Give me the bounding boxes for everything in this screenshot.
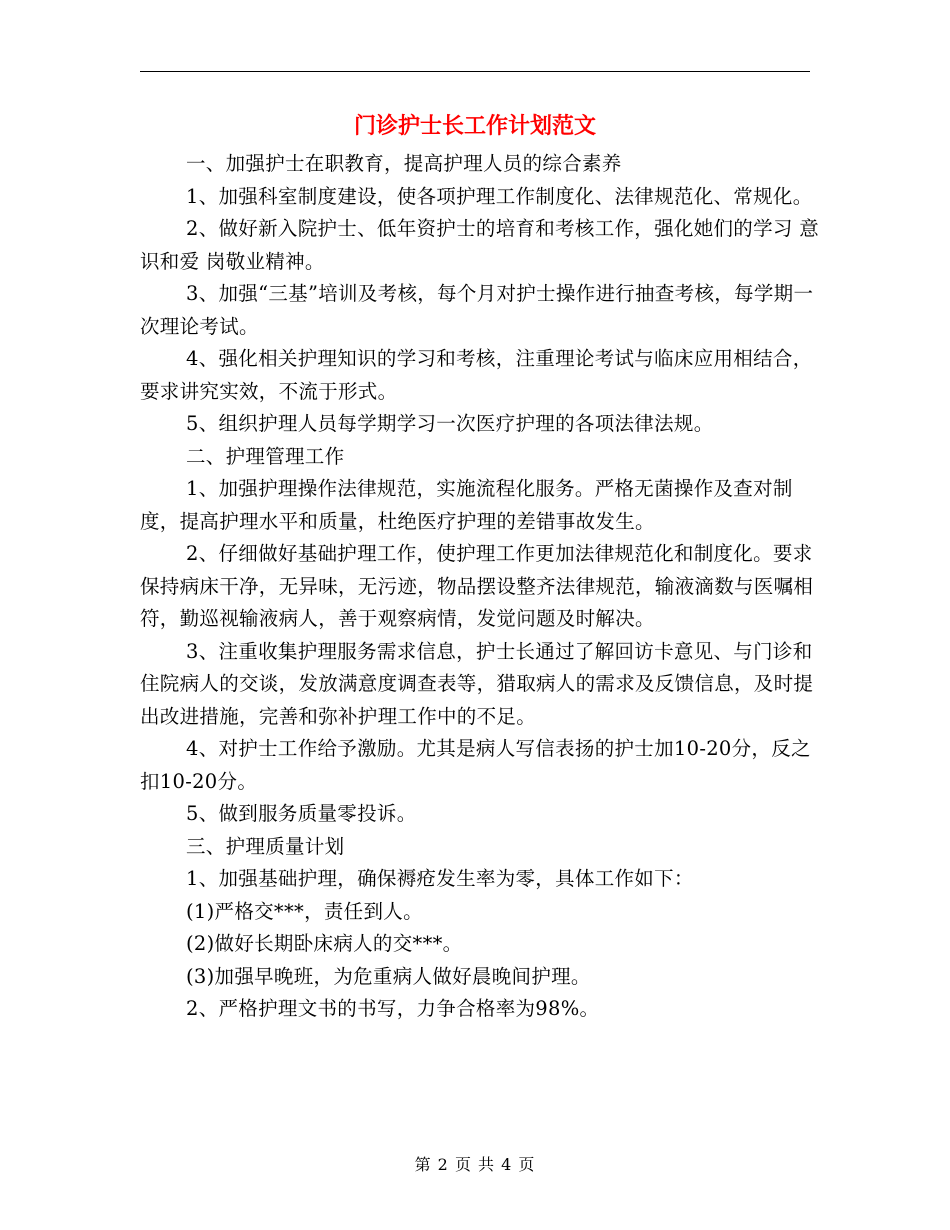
paragraph: 1、加强护理操作法律规范，实施流程化服务。严格无菌操作及查对制度，提高护理水平和质量，杜绝医疗护理的差错事故发生。 <box>140 477 793 533</box>
section-heading-3: 三、护理质量计划 <box>186 834 345 858</box>
paragraph: 4、对护士工作给予激励。尤其是病人写信表扬的护士加10-20分，反之扣10-20分。 <box>140 737 811 793</box>
paragraph: 5、组织护理人员每学期学习一次医疗护理的各项法律法规。 <box>186 412 714 435</box>
paragraph: 2、严格护理文书的书写，力争合格率为98%。 <box>186 997 600 1020</box>
section-heading-1: 一、加强护士在职教育，提高护理人员的综合素养 <box>186 152 622 175</box>
paragraph: 2、做好新入院护士、低年资护士的培育和考核工作，强化她们的学习 意识和爱 岗敬业精神。 <box>140 217 820 273</box>
sub-item: (3)加强早晚班，为危重病人做好晨晚间护理。 <box>186 964 591 988</box>
paragraph: 4、强化相关护理知识的学习和考核，注重理论考试与临床应用相结合，要求讲究实效，不流于形式。 <box>140 347 813 403</box>
paragraph: 2、仔细做好基础护理工作，使护理工作更加法律规范化和制度化。要求保持病床干净，无异味，无污迹，物品摆设整齐法律规范，输液滴数与医嘱相符，勤巡视输液病人，善于观察病情，发觉问题及时解决。 <box>140 542 814 630</box>
document-body <box>140 148 820 1026</box>
paragraph: 5、做到服务质量零投诉。 <box>186 802 417 825</box>
paragraph: 3、注重收集护理服务需求信息，护士长通过了解回访卡意见、与门诊和住院病人的交谈，发放满意度调查表等，猎取病人的需求及反馈信息，及时提出改进措施，完善和弥补护理工作中的不足。 <box>140 639 814 728</box>
header-rule <box>140 71 810 72</box>
document-title: 门诊护士长工作计划范文 <box>353 113 596 139</box>
page-number-footer: 第 2 页 共 4 页 <box>414 1155 536 1174</box>
sub-item: (2)做好长期卧床病人的交***。 <box>186 932 463 955</box>
paragraph: 1、加强基础护理，确保褥疮发生率为零，具体工作如下： <box>186 867 694 890</box>
paragraph: 1、加强科室制度建设，使各项护理工作制度化、法律规范化、常规化。 <box>186 184 813 208</box>
section-heading-2: 二、护理管理工作 <box>186 444 345 468</box>
paragraph: 3、加强“三基”培训及考核，每个月对护士操作进行抽查考核，每学期一次理论考试。 <box>140 282 814 338</box>
sub-item: (1)严格交***，责任到人。 <box>186 899 423 923</box>
